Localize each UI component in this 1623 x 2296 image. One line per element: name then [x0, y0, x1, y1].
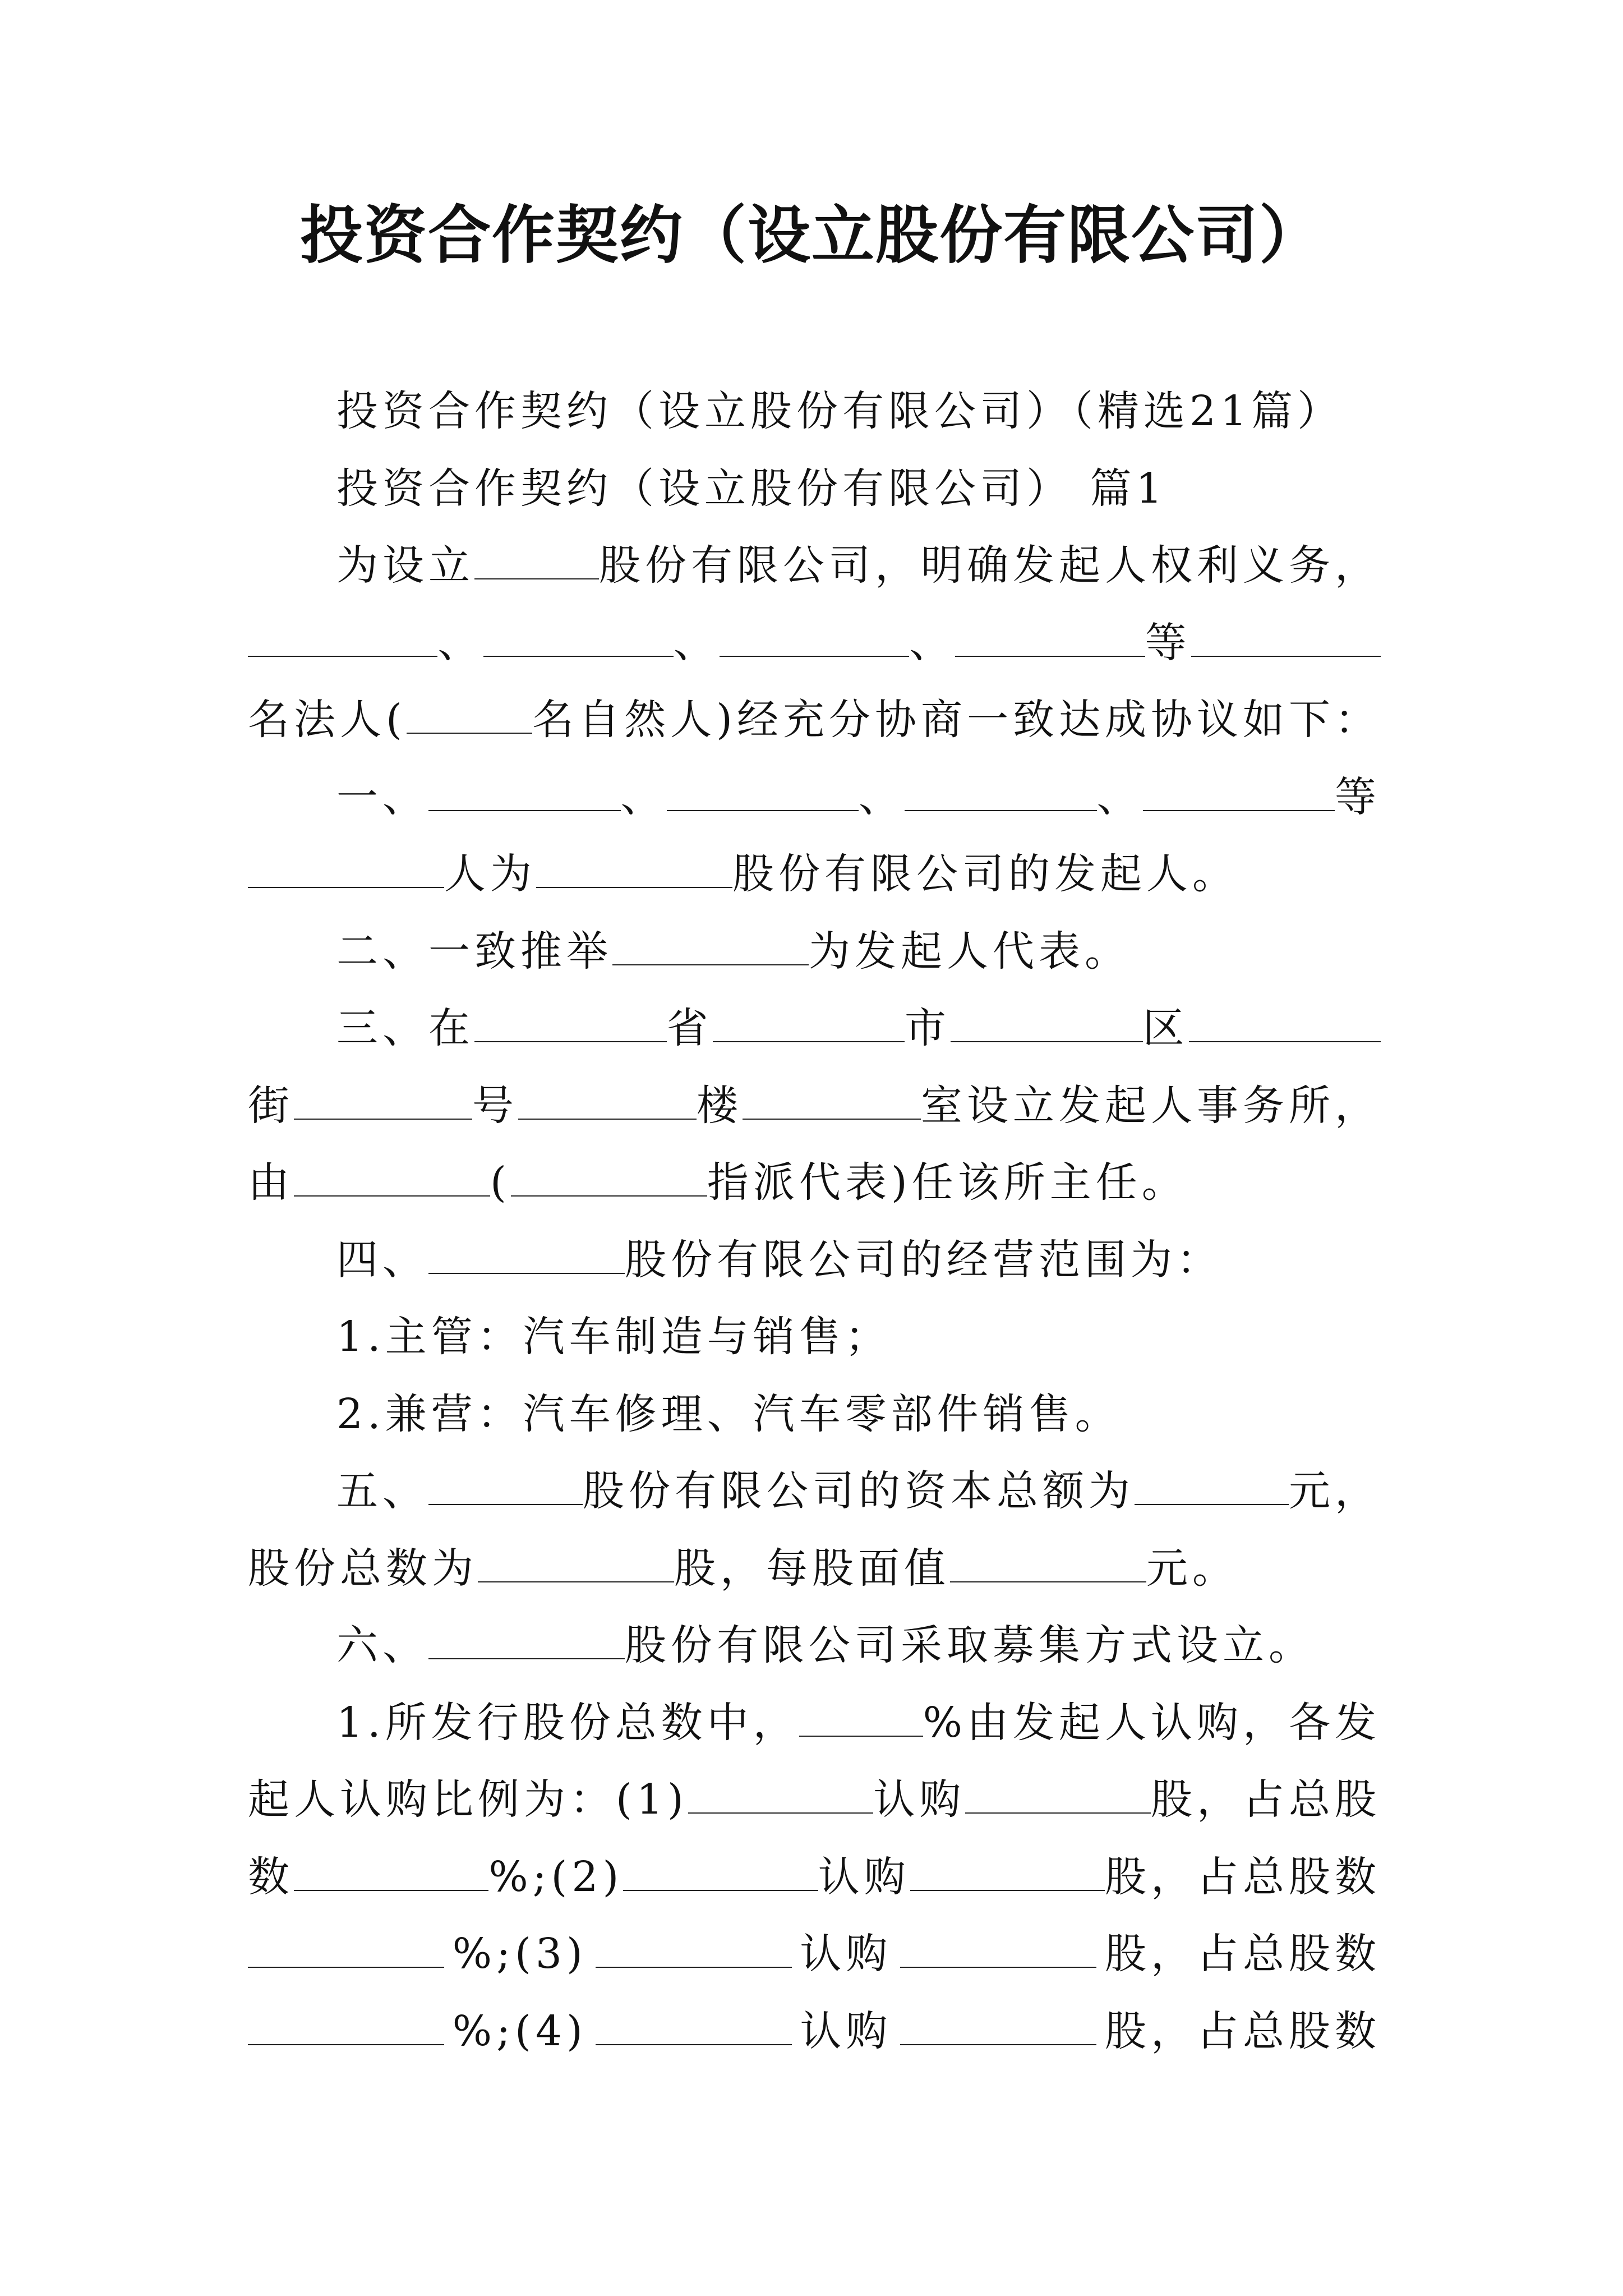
clause-6-line: 1.所发行股份总数中， %由发起人认购，各发 [336, 1698, 1381, 1747]
subtitle-part-1: 投资合作契约（设立股份有限公司） 篇1 [336, 464, 1167, 513]
fill-blank[interactable] [428, 1656, 625, 1659]
fill-blank[interactable] [407, 730, 532, 734]
fill-blank[interactable] [294, 1193, 490, 1197]
clause-3-line: 街 号 楼 室设立发起人事务所， [248, 1081, 1381, 1130]
fill-blank[interactable] [511, 1193, 707, 1197]
fill-blank[interactable] [474, 1039, 667, 1042]
fill-blank[interactable] [294, 1116, 472, 1120]
clause-4-line: 四、 股份有限公司的经营范围为： [336, 1235, 1223, 1284]
fill-blank[interactable] [294, 1888, 488, 1891]
paragraph-line: 名法人( 名自然人)经充分协商一致达成协议如下： [248, 696, 1381, 744]
clause-2-line: 二、一致推举 为发起人代表。 [336, 927, 1131, 976]
fill-blank[interactable] [478, 1579, 674, 1582]
clause-5-line: 五、 股份有限公司的资本总额为 元， [336, 1467, 1381, 1515]
fill-blank[interactable] [428, 1502, 583, 1505]
fill-blank[interactable] [965, 1810, 1151, 1814]
fill-blank[interactable] [536, 885, 732, 888]
fill-blank[interactable] [799, 1733, 923, 1737]
fill-blank[interactable] [623, 1888, 818, 1891]
fill-blank[interactable] [483, 654, 673, 657]
fill-blank[interactable] [667, 808, 859, 811]
fill-blank[interactable] [720, 654, 909, 657]
fill-blank[interactable] [596, 1964, 792, 1968]
document-title: 投资合作契约（设立股份有限公司） [300, 199, 1323, 272]
clause-3-line: 由 ( 指派代表)任该所主任。 [248, 1158, 1188, 1207]
clause-6-line: 六、 股份有限公司采取募集方式设立。 [336, 1621, 1315, 1669]
fill-blank[interactable] [713, 1039, 905, 1042]
fill-blank[interactable] [248, 654, 437, 657]
clause-4-item-2: 2.兼营：汽车修理、汽车零部件销售。 [336, 1389, 1121, 1438]
fill-blank[interactable] [248, 885, 444, 888]
paragraph-line: 、 、 、 等 [248, 605, 1381, 682]
fill-blank[interactable] [474, 576, 599, 579]
fill-blank[interactable] [428, 808, 621, 811]
fill-blank[interactable] [900, 2042, 1096, 2045]
clause-6-line: %;(3) 认购 股，占总股数 [248, 1916, 1381, 1993]
clause-1-line: 一、 、 、 、 等 [336, 772, 1381, 821]
clause-3-line: 三、在 省 市 区 [248, 990, 1381, 1068]
fill-blank[interactable] [596, 2042, 792, 2045]
paragraph-line: 为设立 股份有限公司，明确发起人权利义务， [336, 541, 1381, 590]
fill-blank[interactable] [428, 1271, 625, 1274]
clause-5-line: 股份总数为 股，每股面值 元。 [248, 1544, 1238, 1593]
fill-blank[interactable] [900, 1964, 1096, 1968]
clause-6-line: %;(4) 认购 股，占总股数 [248, 1993, 1381, 2070]
fill-blank[interactable] [1135, 1502, 1289, 1505]
document-body [248, 373, 1381, 2070]
fill-blank[interactable] [950, 1579, 1146, 1582]
fill-blank[interactable] [518, 1116, 697, 1120]
fill-blank[interactable] [905, 808, 1097, 811]
fill-blank[interactable] [951, 1039, 1143, 1042]
fill-blank[interactable] [248, 2042, 444, 2045]
fill-blank[interactable] [1189, 1039, 1381, 1042]
fill-blank[interactable] [1191, 654, 1381, 657]
fill-blank[interactable] [910, 1888, 1105, 1891]
fill-blank[interactable] [688, 1810, 874, 1814]
clause-6-line: 起人认购比例为：(1) 认购 股，占总股 [248, 1775, 1381, 1824]
fill-blank[interactable] [248, 1964, 444, 1968]
clause-4-item-1: 1.主管：汽车制造与销售； [336, 1313, 891, 1361]
fill-blank[interactable] [743, 1116, 921, 1120]
clause-1-line: 人为 股份有限公司的发起人。 [248, 836, 1381, 913]
clause-6-line: 数 %;(2) 认购 股，占总股数 [248, 1852, 1381, 1901]
fill-blank[interactable] [955, 654, 1145, 657]
subtitle-collection: 投资合作契约（设立股份有限公司）（精选21篇） [336, 387, 1344, 435]
fill-blank[interactable] [1143, 808, 1335, 811]
fill-blank[interactable] [612, 962, 809, 965]
